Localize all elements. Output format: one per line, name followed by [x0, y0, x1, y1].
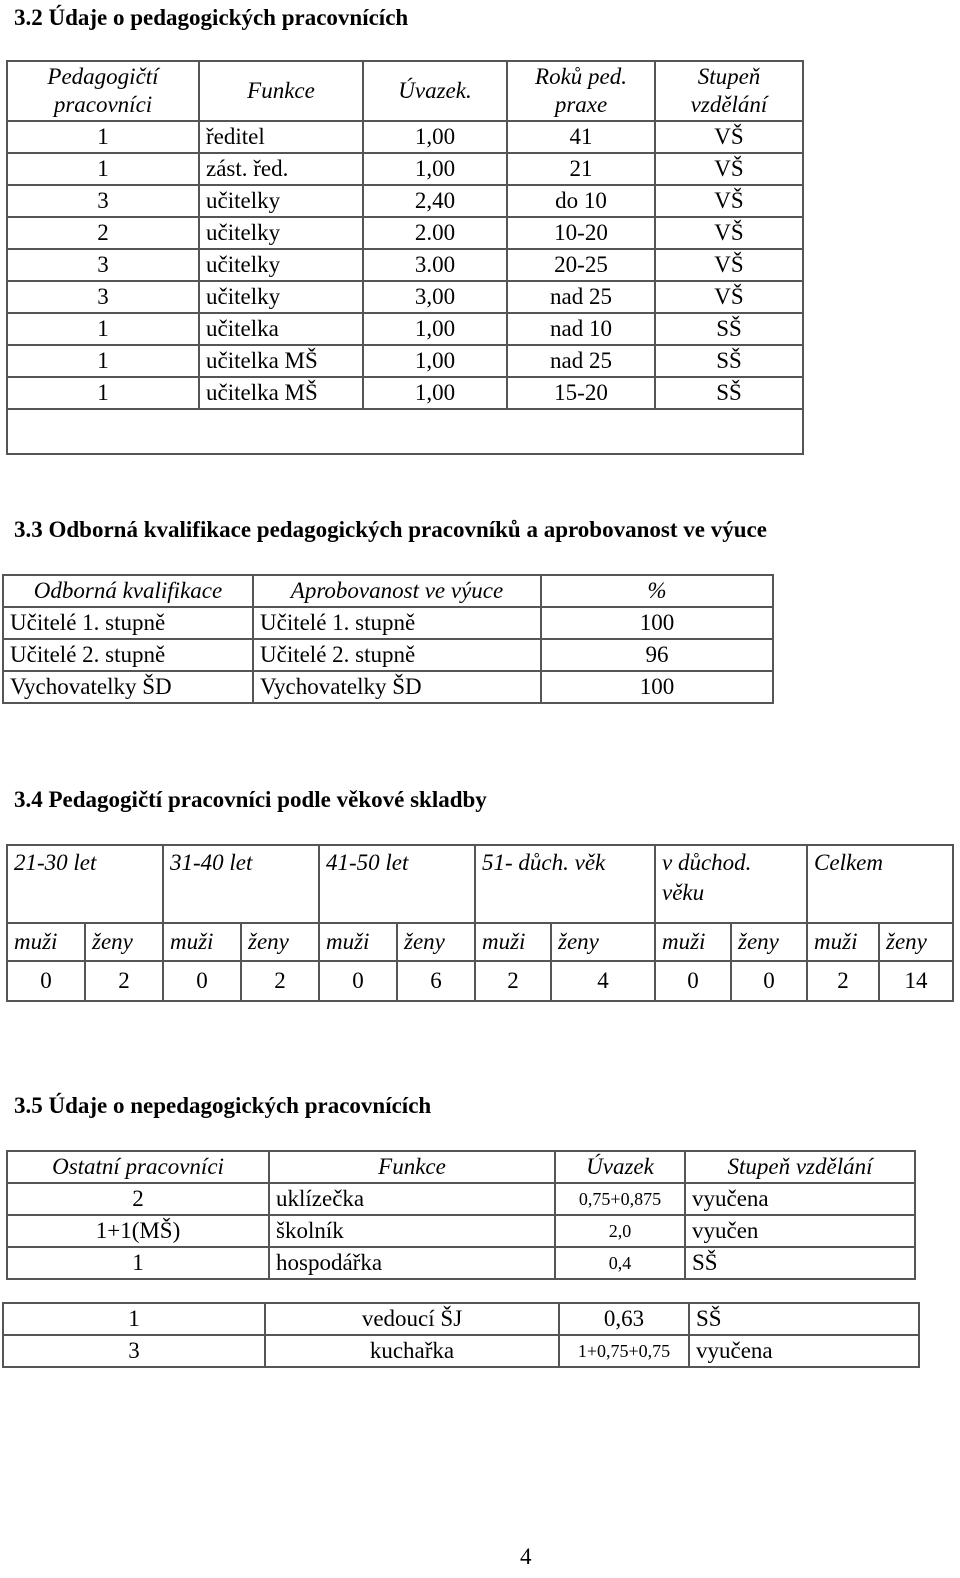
header-cell: Odborná kvalifikace — [3, 575, 253, 607]
table-cell: 1+1(MŠ) — [7, 1215, 269, 1247]
table-cell: 10-20 — [507, 217, 655, 249]
gender-cell: muži — [655, 923, 731, 961]
age-group-cell: 31-40 let — [163, 845, 319, 923]
age-group-row — [7, 845, 953, 923]
table-cell: 1,00 — [363, 377, 507, 409]
table-row — [7, 1247, 915, 1279]
table-cell: 3 — [7, 249, 199, 281]
table-cell: VŠ — [655, 249, 803, 281]
header-cell: Funkce — [269, 1151, 555, 1183]
table-cell: 96 — [541, 639, 773, 671]
table-cell: VŠ — [655, 185, 803, 217]
gender-cell: muži — [163, 923, 241, 961]
value-cell: 2 — [475, 961, 551, 1001]
table-cell: Učitelé 2. stupně — [3, 639, 253, 671]
header-cell: Roků ped. praxe — [507, 61, 655, 121]
gender-cell: ženy — [85, 923, 163, 961]
gender-cell: ženy — [241, 923, 319, 961]
table-cell: 41 — [507, 121, 655, 153]
header-cell: Pedagogičtí pracovníci — [7, 61, 199, 121]
table-cell: VŠ — [655, 281, 803, 313]
header-cell: Stupeň vzdělání — [655, 61, 803, 121]
age-structure-table — [6, 844, 954, 1002]
header-cell: Stupeň vzdělání — [685, 1151, 915, 1183]
table-header-row — [3, 575, 773, 607]
non-teaching-staff-table — [6, 1150, 916, 1280]
section-heading-3-4: 3.4 Pedagogičtí pracovníci podle věkové skladby — [14, 787, 487, 812]
table-cell: 1 — [3, 1303, 265, 1335]
table-cell: do 10 — [507, 185, 655, 217]
table-cell: 1 — [7, 377, 199, 409]
age-group-cell: Celkem — [807, 845, 953, 923]
values-row — [7, 961, 953, 1001]
age-group-cell: 41-50 let — [319, 845, 475, 923]
age-group-cell: 51- důch. věk — [475, 845, 655, 923]
value-cell: 0 — [655, 961, 731, 1001]
table-cell: 3,00 — [363, 281, 507, 313]
table-cell: SŠ — [655, 313, 803, 345]
qualification-table — [2, 574, 774, 704]
table-cell: 2 — [7, 217, 199, 249]
table-cell: Vychovatelky ŠD — [3, 671, 253, 703]
age-group-cell: v důchod. věku — [655, 845, 807, 923]
table-row — [3, 1335, 919, 1367]
gender-row — [7, 923, 953, 961]
header-cell: Funkce — [199, 61, 363, 121]
table-cell: Učitelé 2. stupně — [253, 639, 541, 671]
table-cell: 1 — [7, 1247, 269, 1279]
table-cell: 1 — [7, 313, 199, 345]
table-cell: 0,4 — [555, 1247, 685, 1279]
table-cell: 2 — [7, 1183, 269, 1215]
table-cell: hospodářka — [269, 1247, 555, 1279]
value-cell: 0 — [163, 961, 241, 1001]
table-row — [7, 1183, 915, 1215]
table-cell: nad 25 — [507, 281, 655, 313]
table-cell: 100 — [541, 607, 773, 639]
table-row — [7, 217, 803, 249]
gender-cell: ženy — [731, 923, 807, 961]
table-cell: vyučena — [689, 1335, 919, 1367]
table-cell: 1 — [7, 345, 199, 377]
value-cell: 4 — [551, 961, 655, 1001]
table-row — [7, 1215, 915, 1247]
table-cell: 20-25 — [507, 249, 655, 281]
table-cell: SŠ — [685, 1247, 915, 1279]
table-cell: 2.00 — [363, 217, 507, 249]
value-cell: 2 — [85, 961, 163, 1001]
value-cell: 14 — [879, 961, 953, 1001]
table-cell: 0,63 — [559, 1303, 689, 1335]
table-cell: zást. řed. — [199, 153, 363, 185]
table-cell: kuchařka — [265, 1335, 559, 1367]
table-row — [7, 249, 803, 281]
table-cell: učitelka — [199, 313, 363, 345]
table-cell: 21 — [507, 153, 655, 185]
value-cell: 0 — [7, 961, 85, 1001]
table-cell: učitelky — [199, 281, 363, 313]
value-cell: 0 — [731, 961, 807, 1001]
page-number: 4 — [520, 1544, 532, 1569]
gender-cell: muži — [807, 923, 879, 961]
gender-cell: ženy — [551, 923, 655, 961]
table-row — [3, 639, 773, 671]
table-cell: učitelka MŠ — [199, 377, 363, 409]
table-cell: 1 — [7, 121, 199, 153]
table-cell: učitelky — [199, 185, 363, 217]
table-row — [7, 185, 803, 217]
table-row — [7, 377, 803, 409]
table-cell: 3.00 — [363, 249, 507, 281]
table-cell: SŠ — [655, 345, 803, 377]
table-cell: uklízečka — [269, 1183, 555, 1215]
gender-cell: muži — [319, 923, 397, 961]
header-cell: Úvazek — [555, 1151, 685, 1183]
table-cell: 1,00 — [363, 345, 507, 377]
table-cell: nad 25 — [507, 345, 655, 377]
table-row — [7, 345, 803, 377]
table-cell: Učitelé 1. stupně — [3, 607, 253, 639]
table-cell: Vychovatelky ŠD — [253, 671, 541, 703]
header-cell: Úvazek. — [363, 61, 507, 121]
table-header-row — [7, 1151, 915, 1183]
table-cell: 1,00 — [363, 153, 507, 185]
header-cell: % — [541, 575, 773, 607]
section-heading-3-3: 3.3 Odborná kvalifikace pedagogických pracovníků a aprobovanost ve výuce — [14, 517, 767, 542]
table-cell: VŠ — [655, 153, 803, 185]
gender-cell: muži — [475, 923, 551, 961]
table-cell: učitelky — [199, 217, 363, 249]
table-cell: vyučen — [685, 1215, 915, 1247]
value-cell: 2 — [241, 961, 319, 1001]
teaching-staff-table — [6, 60, 804, 455]
table-cell: 2,0 — [555, 1215, 685, 1247]
table-cell: 3 — [7, 281, 199, 313]
section-heading-3-5: 3.5 Údaje o nepedagogických pracovnících — [14, 1093, 432, 1118]
table-cell: VŠ — [655, 121, 803, 153]
table-cell: 0,75+0,875 — [555, 1183, 685, 1215]
table-cell: vedoucí ŠJ — [265, 1303, 559, 1335]
table-header-row — [7, 61, 803, 121]
table-cell: 15-20 — [507, 377, 655, 409]
value-cell: 2 — [807, 961, 879, 1001]
table-cell: 3 — [3, 1335, 265, 1367]
table-cell: školník — [269, 1215, 555, 1247]
header-cell: Ostatní pracovníci — [7, 1151, 269, 1183]
section-heading-3-2: 3.2 Údaje o pedagogických pracovnících — [14, 5, 409, 30]
table-cell: VŠ — [655, 217, 803, 249]
table-cell: 2,40 — [363, 185, 507, 217]
kitchen-staff-table — [2, 1302, 920, 1368]
table-cell: Učitelé 1. stupně — [253, 607, 541, 639]
age-group-cell: 21-30 let — [7, 845, 163, 923]
value-cell: 6 — [397, 961, 475, 1001]
table-cell: 1 — [7, 153, 199, 185]
header-cell: Aprobovanost ve výuce — [253, 575, 541, 607]
table-row — [3, 671, 773, 703]
gender-cell: ženy — [879, 923, 953, 961]
table-cell: 1,00 — [363, 121, 507, 153]
empty-row — [7, 409, 803, 454]
table-cell: nad 10 — [507, 313, 655, 345]
table-cell: 3 — [7, 185, 199, 217]
gender-cell: muži — [7, 923, 85, 961]
table-cell: SŠ — [655, 377, 803, 409]
table-row — [3, 1303, 919, 1335]
table-cell: SŠ — [689, 1303, 919, 1335]
table-cell: učitelka MŠ — [199, 345, 363, 377]
table-cell: 1+0,75+0,75 — [559, 1335, 689, 1367]
table-row — [7, 313, 803, 345]
table-cell: vyučena — [685, 1183, 915, 1215]
value-cell: 0 — [319, 961, 397, 1001]
table-row — [3, 607, 773, 639]
table-cell: 1,00 — [363, 313, 507, 345]
table-cell: 100 — [541, 671, 773, 703]
gender-cell: ženy — [397, 923, 475, 961]
table-cell: učitelky — [199, 249, 363, 281]
empty-cell — [7, 409, 803, 454]
table-row — [7, 281, 803, 313]
table-cell: ředitel — [199, 121, 363, 153]
table-row — [7, 121, 803, 153]
table-row — [7, 153, 803, 185]
